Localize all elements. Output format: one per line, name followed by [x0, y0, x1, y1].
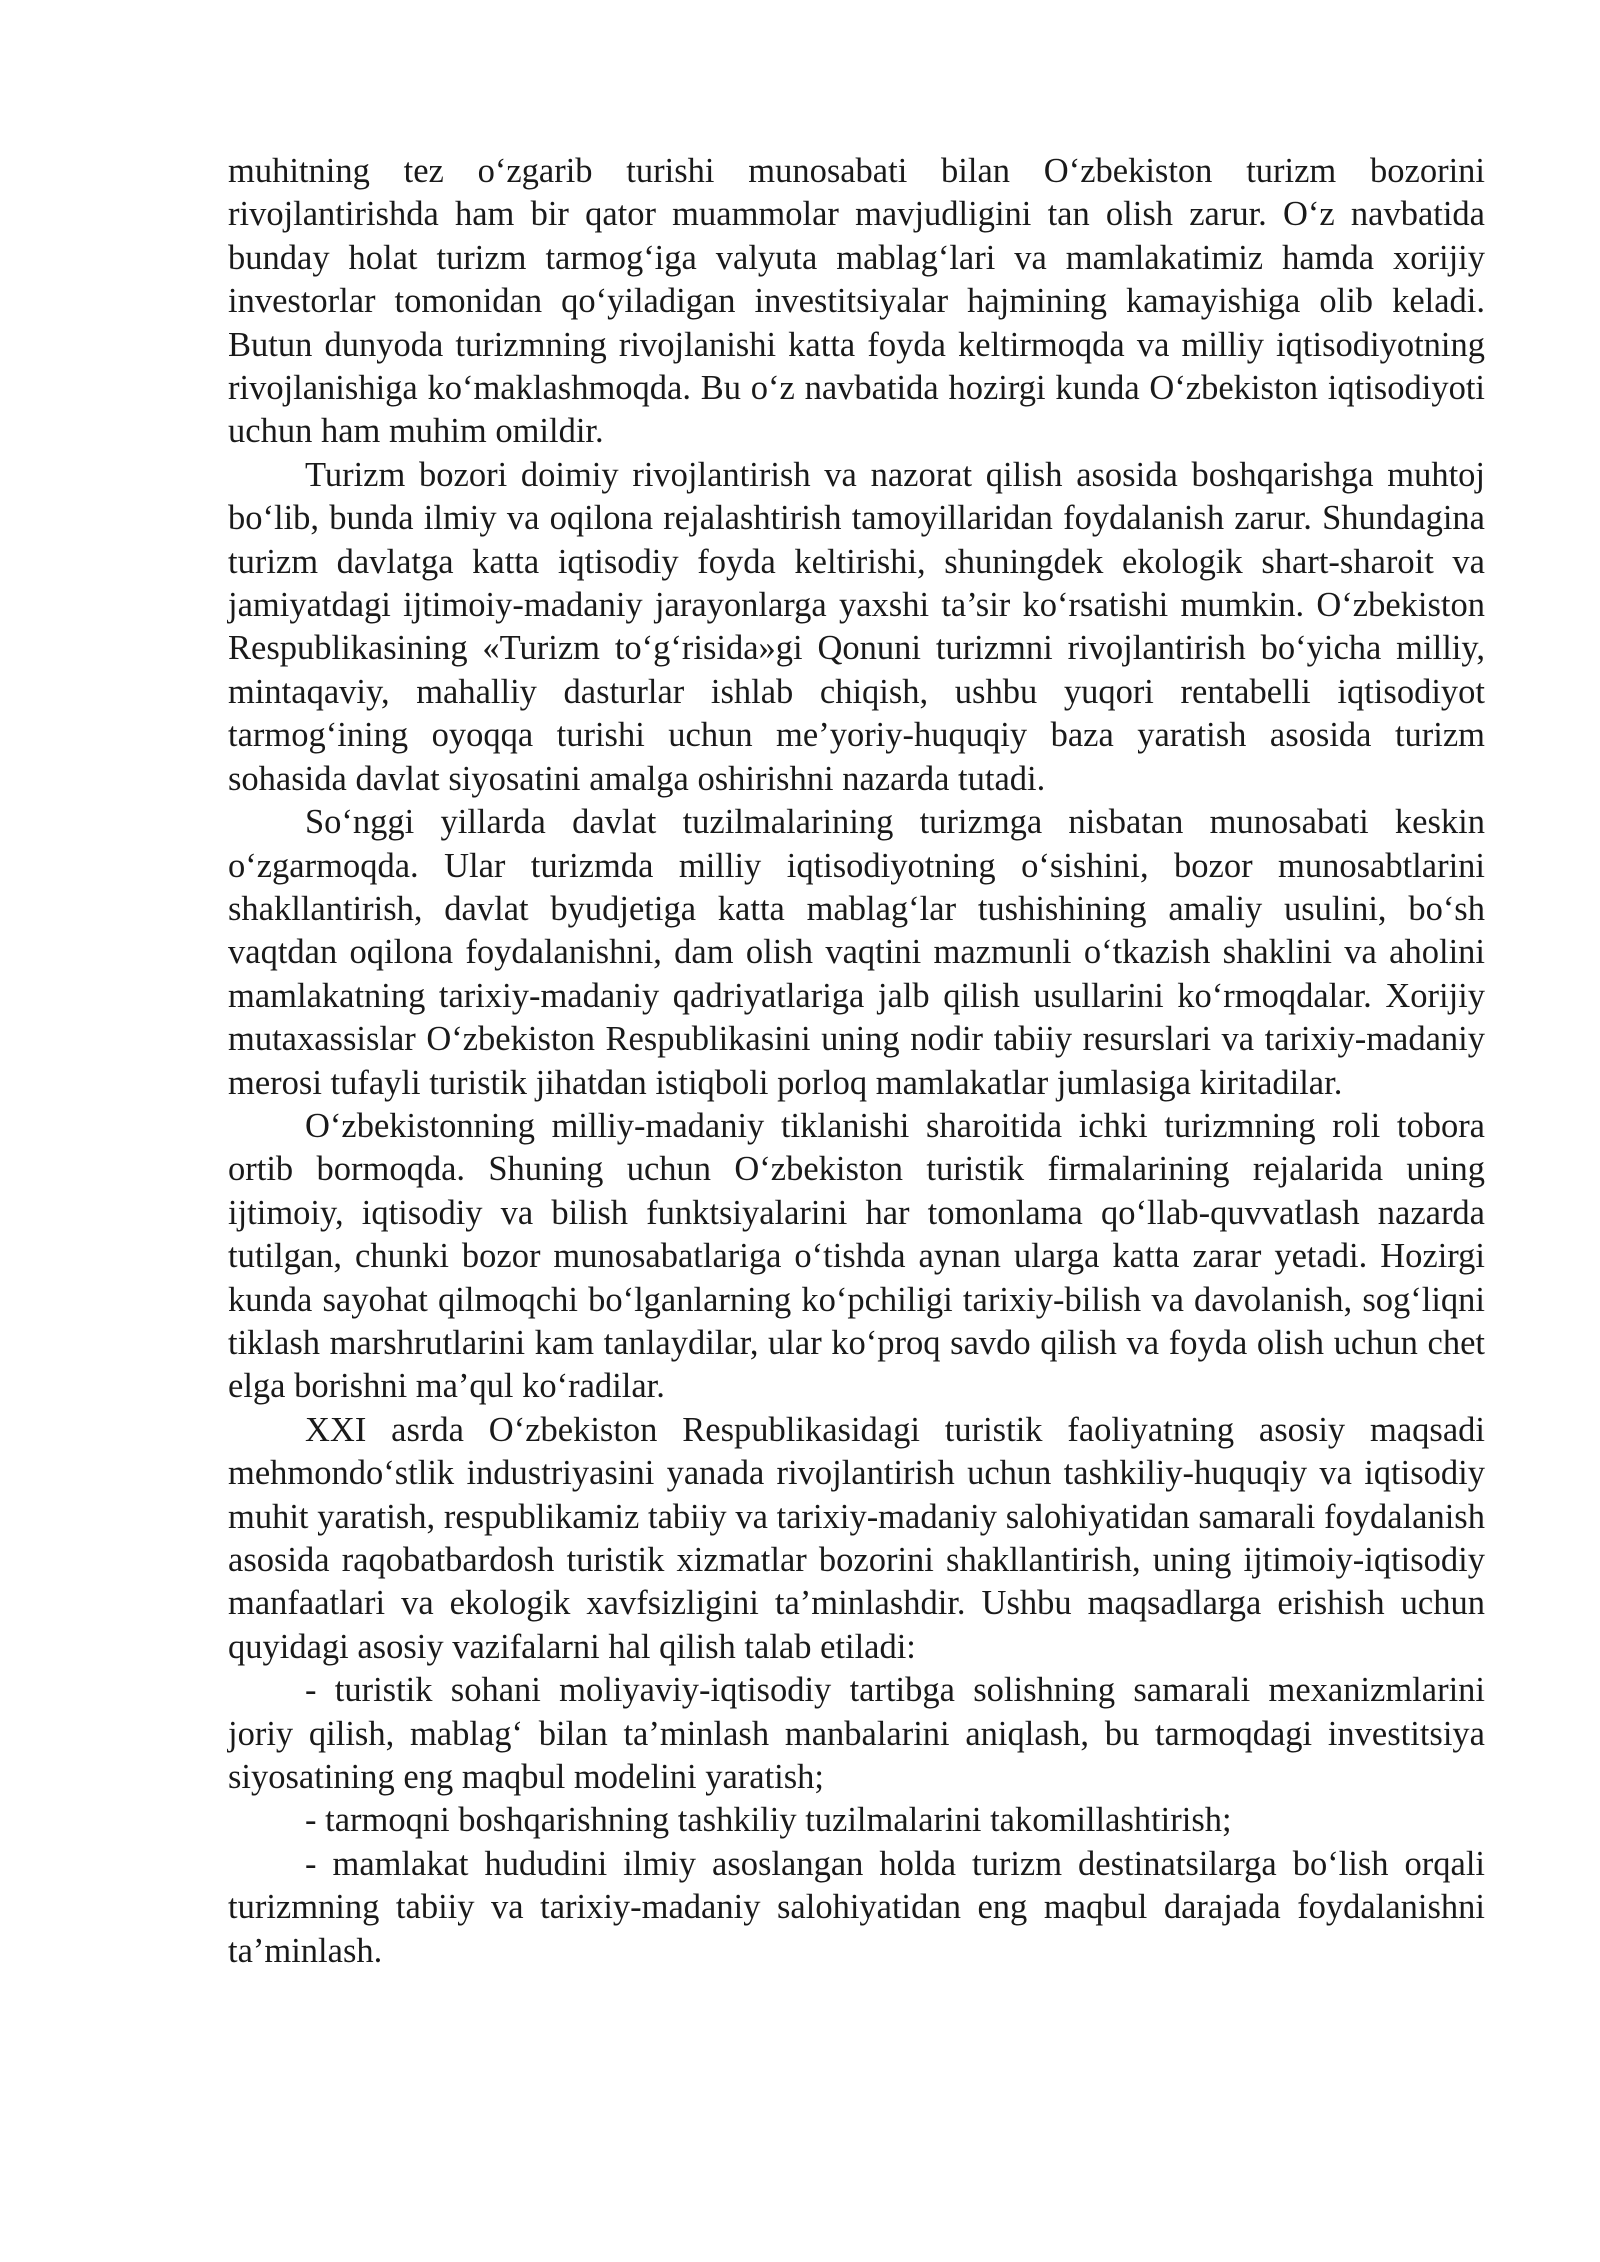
paragraph-1: muhitning tez o‘zgarib turishi munosabati bilan O‘zbekiston turizm bozorini rivojlantirishda ham bir qator muammolar mavjudligini tan olish zarur. O‘z navbatida bunday holat turizm tarmog‘iga valyuta mablag‘lari va mamlakatimiz hamda xorijiy investorlar tomonidan qo‘yiladigan investitsiyalar hajmining kamayishiga olib keladi. Butun dunyoda turizmning rivojlanishi katta foyda keltirmoqda va milliy iqtisodiyotning rivojlanishiga ko‘maklashmoqda. Bu o‘z navbatida hozirgi kunda O‘zbekiston iqtisodiyoti uchun ham muhim omildir.	[228, 152, 1485, 451]
paragraph-2: Turizm bozori doimiy rivojlantirish va nazorat qilish asosida boshqarishga muhtoj bo‘lib, bunda ilmiy va oqilona rejalashtirish tamoyillaridan foydalanish zarur. Shundagina turizm davlatga katta iqtisodiy foyda keltirishi, shuningdek ekologik shart-sharoit va jamiyatdagi ijtimoiy-madaniy jarayonlarga yaxshi ta’sir ko‘rsatishi mumkin. O‘zbekiston Respublikasining «Turizm to‘g‘risida»gi Qonuni turizmni rivojlantirish bo‘yicha milliy, mintaqaviy, mahalliy dasturlar ishlab chiqish, ushbu yuqori rentabelli iqtisodiyot tarmog‘ining oyoqqa turishi uchun me’yoriy-huquqiy baza yaratish asosida turizm sohasida davlat siyosatini amalga oshirishni nazarda tutadi.	[228, 455, 1485, 798]
document-body	[228, 150, 1485, 1973]
list-item-3: - mamlakat hududini ilmiy asoslangan holda turizm destinatsilarga bo‘lish orqali turizmning tabiiy va tarixiy-madaniy salohiyatidan eng maqbul darajada foydalanishni ta’minlash.	[228, 1844, 1485, 1970]
paragraph-3: So‘nggi yillarda davlat tuzilmalarining turizmga nisbatan munosabati keskin o‘zgarmoqda. Ular turizmda milliy iqtisodiyotning o‘sishini, bozor munosabtlarini shakllantirish, davlat byudjetiga katta mablag‘lar tushishining amaliy usulini, bo‘sh vaqtdan oqilona foydalanishni, dam olish vaqtini mazmunli o‘tkazish shaklini va aholini mamlakatning tarixiy-madaniy qadriyatlariga jalb qilish usullarini ko‘rmoqdalar. Xorijiy mutaxassislar O‘zbekiston Respublikasini uning nodir tabiiy resurslari va tarixiy-madaniy merosi tufayli turistik jihatdan istiqboli porloq mamlakatlar jumlasiga kiritadilar.	[228, 803, 1485, 1102]
list-item-1: - turistik sohani moliyaviy-iqtisodiy tartibga solishning samarali mexanizmlarini joriy qilish, mablag‘ bilan ta’minlash manbalarini aniqlash, bu tarmoqdagi investitsiya siyosatining eng maqbul modelini yaratish;	[228, 1671, 1485, 1797]
list-item-2: - tarmoqni boshqarishning tashkiliy tuzilmalarini takomillashtirish;	[305, 1801, 1232, 1840]
paragraph-5: XXI asrda O‘zbekiston Respublikasidagi turistik faoliyatning asosiy maqsadi mehmondo‘stlik industriyasini yanada rivojlantirish uchun tashkiliy-huquqiy va iqtisodiy muhit yaratish, respublikamiz tabiiy va tarixiy-madaniy salohiyatidan samarali foydalanish asosida raqobatbardosh turistik xizmatlar bozorini shakllantirish, uning ijtimoiy-iqtisodiy manfaatlari va ekologik xavfsizligini ta’minlashdir. Ushbu maqsadlarga erishish uchun quyidagi asosiy vazifalarni hal qilish talab etiladi:	[228, 1410, 1485, 1666]
paragraph-4: O‘zbekistonning milliy-madaniy tiklanishi sharoitida ichki turizmning roli tobora ortib bormoqda. Shuning uchun O‘zbekiston turistik firmalarining rejalarida uning ijtimoiy, iqtisodiy va bilish funktsiyalarini har tomonlama qo‘llab-quvvatlash nazarda tutilgan, chunki bozor munosabatlariga o‘tishda aynan ularga katta zarar yetadi. Hozirgi kunda sayohat qilmoqchi bo‘lganlarning ko‘pchiligi tarixiy-bilish va davolanish, sog‘liqni tiklash marshrutlarini kam tanlaydilar, ular ko‘proq savdo qilish va foyda olish uchun chet elga borishni ma’qul ko‘radilar.	[228, 1106, 1485, 1406]
